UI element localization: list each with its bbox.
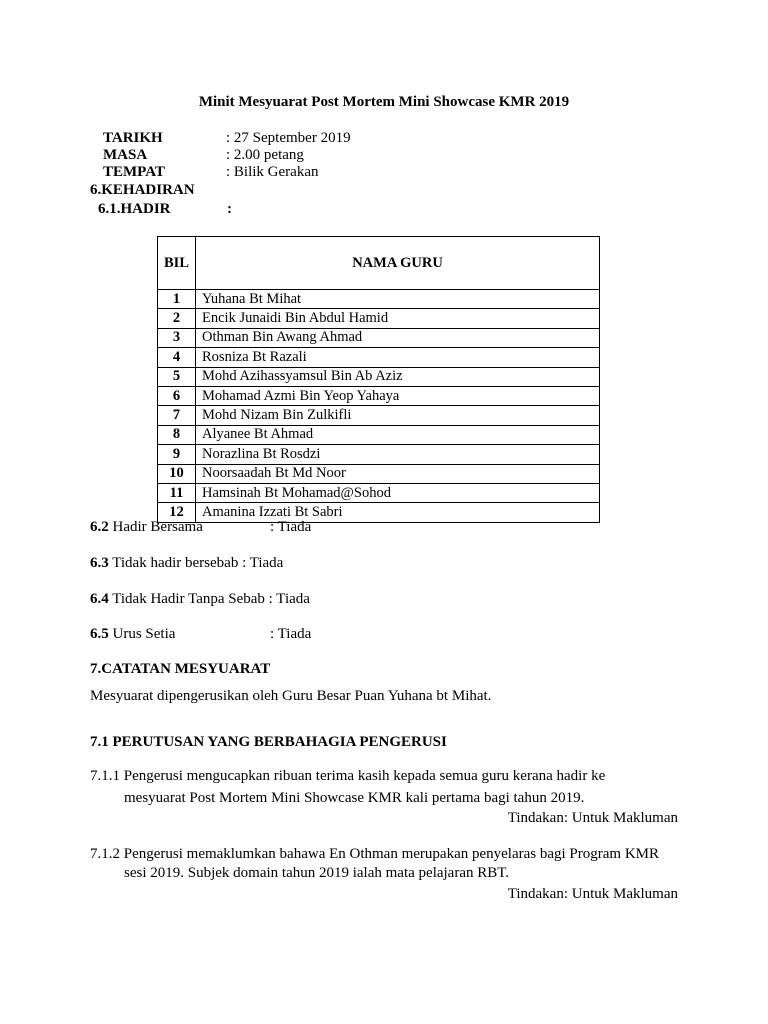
- table-row: [158, 367, 600, 386]
- hadir-heading: 6.1.HADIR: [98, 201, 171, 217]
- row-bil: 6: [158, 386, 196, 405]
- header-nama-guru: NAMA GURU: [196, 237, 600, 290]
- section-6-2: [90, 519, 203, 536]
- table-row: [158, 445, 600, 464]
- row-bil: 12: [158, 503, 196, 522]
- row-nama: Mohd Nizam Bin Zulkifli: [196, 406, 600, 425]
- meta-label-masa: MASA: [103, 147, 148, 163]
- row-nama: Hamsinah Bt Mohamad@Sohod: [196, 483, 600, 502]
- meta-label-tempat: TEMPAT: [103, 164, 165, 180]
- row-bil: 5: [158, 367, 196, 386]
- row-nama: Yuhana Bt Mihat: [196, 290, 600, 309]
- catatan-heading: 7.CATATAN MESYUARAT: [90, 661, 271, 677]
- item-7-1-2-line1: 7.1.2 Pengerusi memaklumkan bahawa En Othman merupakan penyelaras bagi Program KMR: [90, 846, 660, 862]
- row-nama: Noorsaadah Bt Md Noor: [196, 464, 600, 483]
- section-6-2-value: : Tiada: [270, 519, 312, 535]
- row-nama: Mohd Azihassyamsul Bin Ab Aziz: [196, 367, 600, 386]
- table-row: [158, 309, 600, 328]
- section-number: 6.3: [90, 555, 109, 571]
- table-row: [158, 386, 600, 405]
- row-nama: Amanina Izzati Bt Sabri: [196, 503, 600, 522]
- table-row: [158, 348, 600, 367]
- row-nama: Norazlina Bt Rosdzi: [196, 445, 600, 464]
- item-7-1-1-line1: 7.1.1 Pengerusi mengucapkan ribuan terima kasih kepada semua guru kerana hadir ke: [90, 768, 606, 784]
- attendance-table: [157, 236, 600, 523]
- row-bil: 9: [158, 445, 196, 464]
- section-label: Tidak Hadir Tanpa Sebab : Tiada: [112, 591, 310, 607]
- meta-value-tarikh: : 27 September 2019: [226, 130, 351, 146]
- hadir-colon: :: [227, 201, 232, 217]
- section-number: 6.5: [90, 626, 109, 642]
- section-number: 6.4: [90, 591, 109, 607]
- section-label: Hadir Bersama: [112, 519, 203, 535]
- header-bil: BIL: [158, 237, 196, 290]
- row-bil: 2: [158, 309, 196, 328]
- section-6-3: [90, 555, 283, 572]
- section-6-5-value: : Tiada: [270, 626, 312, 642]
- section-6-4: [90, 591, 310, 608]
- table-row: [158, 406, 600, 425]
- table-row: [158, 503, 600, 522]
- row-bil: 3: [158, 328, 196, 347]
- table-row: [158, 290, 600, 309]
- row-bil: 10: [158, 464, 196, 483]
- table-header-row: [158, 237, 600, 290]
- row-bil: 1: [158, 290, 196, 309]
- row-nama: Mohamad Azmi Bin Yeop Yahaya: [196, 386, 600, 405]
- row-bil: 8: [158, 425, 196, 444]
- table-row: [158, 464, 600, 483]
- section-number: 6.2: [90, 519, 109, 535]
- table-row: [158, 328, 600, 347]
- section-label: Urus Setia: [112, 626, 176, 642]
- row-nama: Othman Bin Awang Ahmad: [196, 328, 600, 347]
- perutusan-heading: 7.1 PERUTUSAN YANG BERBAHAGIA PENGERUSI: [90, 734, 447, 750]
- item-7-1-1-action: Tindakan: Untuk Makluman: [507, 810, 678, 826]
- section-label: Tidak hadir bersebab : Tiada: [112, 555, 284, 571]
- row-nama: Rosniza Bt Razali: [196, 348, 600, 367]
- row-nama: Alyanee Bt Ahmad: [196, 425, 600, 444]
- meta-label-tarikh: TARIKH: [103, 130, 163, 146]
- meta-value-tempat: : Bilik Gerakan: [226, 164, 319, 180]
- catatan-text: Mesyuarat dipengerusikan oleh Guru Besar Puan Yuhana bt Mihat.: [90, 688, 492, 704]
- item-7-1-1-line2: mesyuarat Post Mortem Mini Showcase KMR kali pertama bagi tahun 2019.: [124, 790, 585, 806]
- section-6-5: [90, 626, 175, 643]
- item-7-1-2-action: Tindakan: Untuk Makluman: [507, 886, 678, 902]
- row-bil: 4: [158, 348, 196, 367]
- document-title: Minit Mesyuarat Post Mortem Mini Showcase KMR 2019: [198, 94, 570, 110]
- table-row: [158, 425, 600, 444]
- row-nama: Encik Junaidi Bin Abdul Hamid: [196, 309, 600, 328]
- item-7-1-2-line2: sesi 2019. Subjek domain tahun 2019 ialah mata pelajaran RBT.: [124, 865, 510, 881]
- table-row: [158, 483, 600, 502]
- row-bil: 11: [158, 483, 196, 502]
- row-bil: 7: [158, 406, 196, 425]
- kehadiran-heading: 6.KEHADIRAN: [90, 182, 195, 198]
- meta-value-masa: : 2.00 petang: [226, 147, 304, 163]
